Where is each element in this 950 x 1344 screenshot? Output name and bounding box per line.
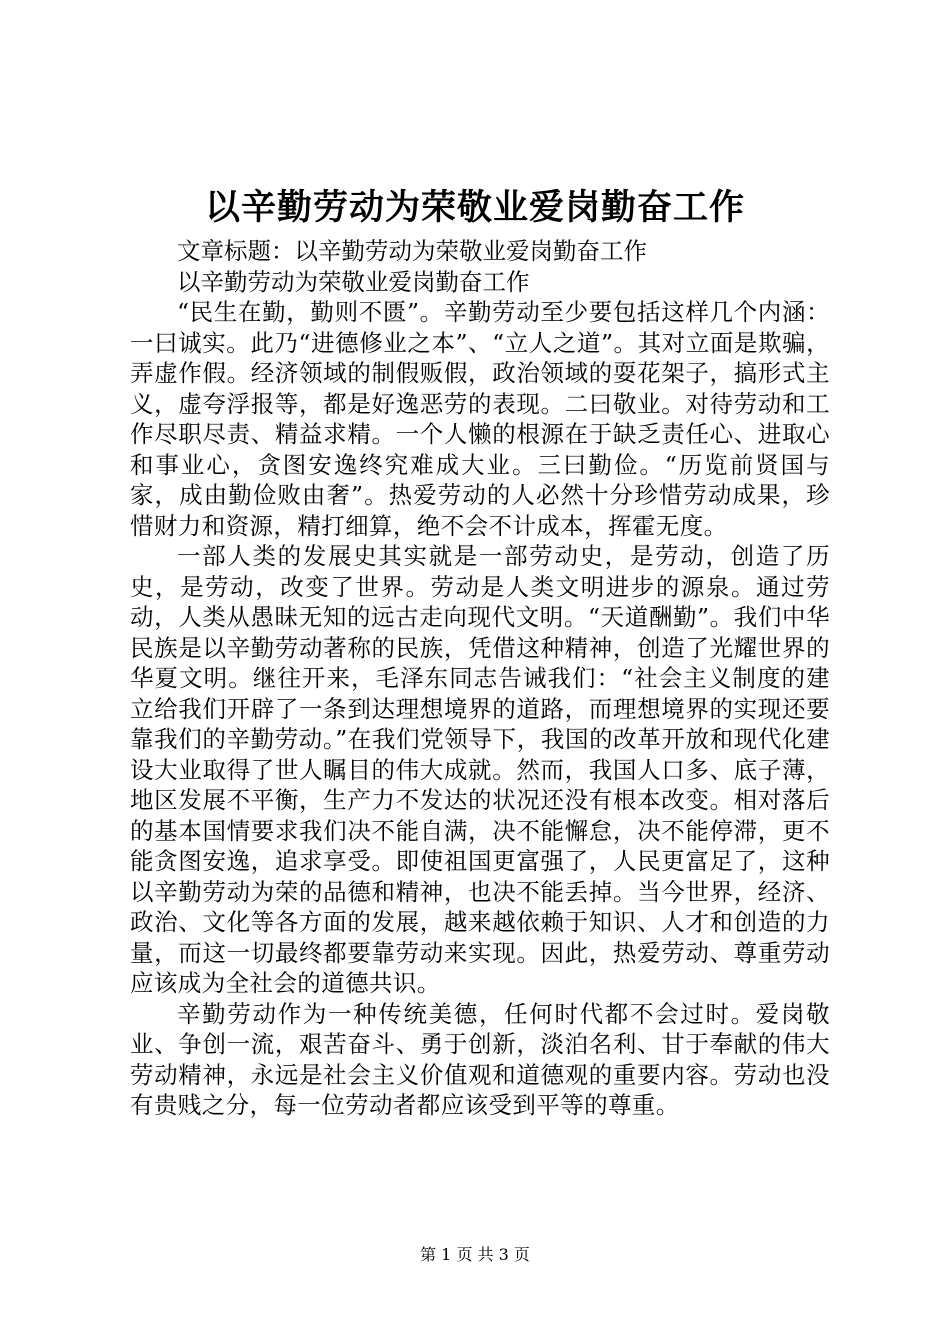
page-number-footer: 第 1 页 共 3 页 <box>420 1245 530 1264</box>
subtitle-line: 以辛勤劳动为荣敬业爱岗勤奋工作 <box>177 267 530 296</box>
document-body <box>130 236 830 1121</box>
paragraph-2: 一部人类的发展史其实就是一部劳动史，是劳动，创造了历史，是劳动，改变了世界。劳动是人类文明进步的源泉。通过劳动，人类从愚昧无知的远古走向现代文明。“天道酬勤”。我们中华民族是以辛勤劳动著称的民族，凭借这种精神，创造了光耀世界的华夏文明。继往开来，毛泽东同志告诫我们：“社会主义制度的建立给我们开辟了一条到达理想境界的道路，而理想境界的实现还要靠我们的辛勤劳动。”在我们党领导下，我国的改革开放和现代化建设大业取得了世人瞩目的伟大成就。然而，我国人口多、底子薄，地区发展不平衡，生产力不发达的状况还没有根本改变。相对落后的基本国情要求我们决不能自满，决不能懈怠，决不能停滞，更不能贪图安逸，追求享受。即使祖国更富强了，人民更富足了，这种以辛勤劳动为荣的品德和精神，也决不能丢掉。当今世界，经济、政治、文化等各方面的发展，越来越依赖于知识、人才和创造的力量，而这一切最终都要靠劳动来实现。因此，热爱劳动、尊重劳动应该成为全社会的道德共识。 <box>130 542 830 997</box>
paragraph-3: 辛勤劳动作为一种传统美德，任何时代都不会过时。爱岗敬业、争创一流，艰苦奋斗、勇于创新，淡泊名利、甘于奉献的伟大劳动精神，永远是社会主义价值观和道德观的重要内容。劳动也没有贵贱之分，每一位劳动者都应该受到平等的尊重。 <box>130 999 830 1119</box>
paragraph-1: “民生在勤，勤则不匮”。辛勤劳动至少要包括这样几个内涵：一曰诚实。此乃“进德修业之本”、“立人之道”。其对立面是欺骗，弄虚作假。经济领域的制假贩假，政治领域的耍花架子，搞形式主义，虚夸浮报等，都是好逸恶劳的表现。二曰敬业。对待劳动和工作尽职尽责、精益求精。一个人懒的根源在于缺乏责任心、进取心和事业心，贪图安逸终究难成大业。三曰勤俭。“历览前贤国与家，成由勤俭败由奢”。热爱劳动的人必然十分珍惜劳动成果，珍惜财力和资源，精打细算，绝不会不计成本，挥霍无度。 <box>130 298 830 540</box>
article-title-line: 文章标题：以辛勤劳动为荣敬业爱岗勤奋工作 <box>177 237 647 265</box>
document-title: 以辛勤劳动为荣敬业爱岗勤奋工作 <box>204 188 745 228</box>
